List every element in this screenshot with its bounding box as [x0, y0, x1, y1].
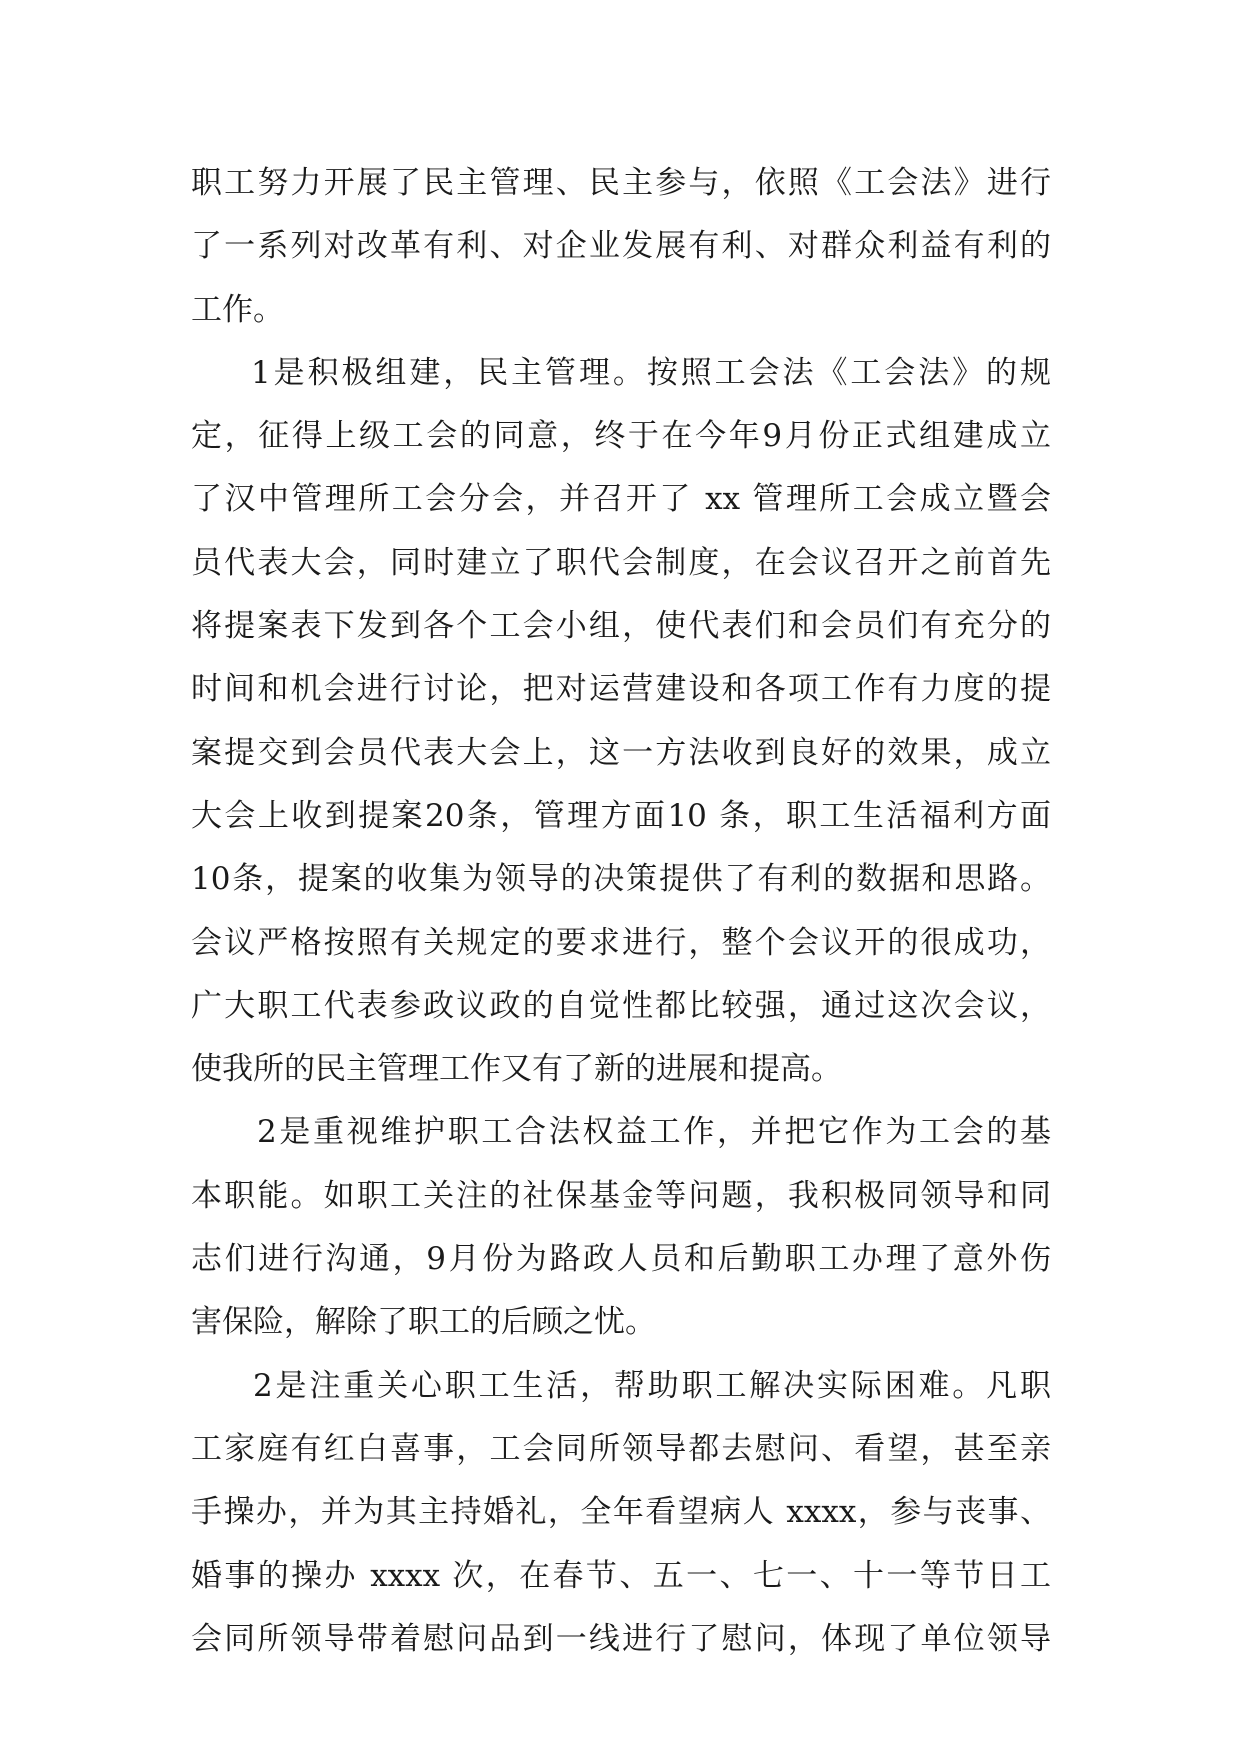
- text-line: 使我所的民主管理工作又有了新的进展和提高。: [191, 1051, 842, 1088]
- text-line: 案提交到会员代表大会上，这一方法收到良好的效果，成立: [191, 734, 1051, 771]
- paragraph-2-heading-line: 2是重视维护职工合法权益工作，并把它作为工会的基: [257, 1114, 1051, 1151]
- text-line: 10条，提案的收集为领导的决策提供了有利的数据和思路。: [191, 861, 1051, 898]
- text-line: 广大职工代表参政议政的自觉性都比较强，通过这次会议，: [191, 987, 1051, 1024]
- text-line: 大会上收到提案20条，管理方面10 条，职工生活福利方面: [191, 797, 1051, 834]
- text-line: 害保险，解除了职工的后顾之忧。: [191, 1304, 656, 1341]
- text-line: 员代表大会，同时建立了职代会制度，在会议召开之前首先: [191, 544, 1051, 581]
- text-line: 将提案表下发到各个工会小组，使代表们和会员们有充分的: [191, 608, 1051, 645]
- text-line: 了一系列对改革有利、对企业发展有利、对群众利益有利的: [191, 228, 1051, 265]
- paragraph-3-heading-line: 2是注重关心职工生活，帮助职工解决实际困难。凡职: [253, 1367, 1051, 1404]
- text-line: 定，征得上级工会的同意，终于在今年9月份正式组建成立: [191, 418, 1051, 455]
- text-line: 职工努力开展了民主管理、民主参与，依照《工会法》进行: [191, 165, 1051, 201]
- text-line: 婚事的操办 xxxx 次，在春节、五一、七一、十一等节日工: [191, 1557, 1051, 1594]
- text-line: 时间和机会进行讨论，把对运营建设和各项工作有力度的提: [191, 671, 1051, 708]
- text-line: 志们进行沟通，9月份为路政人员和后勤职工办理了意外伤: [191, 1241, 1051, 1278]
- text-line: 手操办，并为其主持婚礼，全年看望病人 xxxx，参与丧事、: [191, 1494, 1051, 1531]
- text-line: 会同所领导带着慰问品到一线进行了慰问，体现了单位领导: [191, 1620, 1051, 1657]
- text-line: 本职能。如职工关注的社保基金等问题，我积极同领导和同: [191, 1177, 1051, 1214]
- text-line: 了汉中管理所工会分会，并召开了 xx 管理所工会成立暨会: [191, 481, 1051, 518]
- text-line: 工作。: [191, 291, 284, 328]
- document-body: [191, 152, 1051, 1671]
- text-line: 会议严格按照有关规定的要求进行，整个会议开的很成功，: [191, 924, 1051, 961]
- paragraph-1-heading-line: 1是积极组建，民主管理。按照工会法《工会法》的规: [251, 354, 1051, 391]
- text-line: 工家庭有红白喜事，工会同所领导都去慰问、看望，甚至亲: [191, 1430, 1051, 1467]
